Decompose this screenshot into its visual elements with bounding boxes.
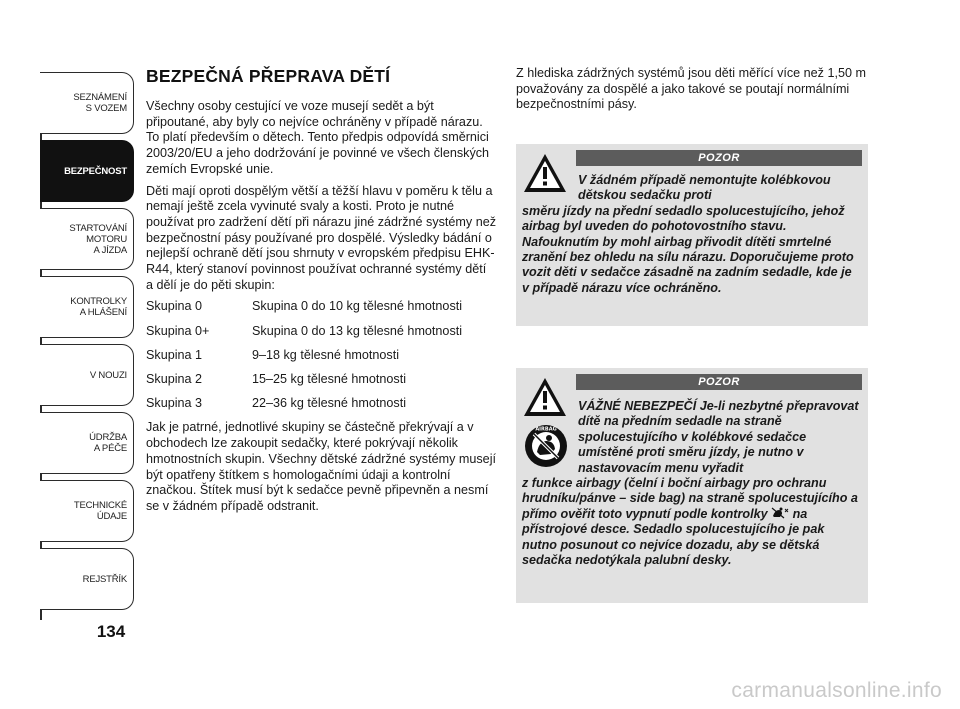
warning-header: POZOR (576, 150, 862, 166)
group-name: Skupina 0 (146, 299, 203, 314)
group-row (146, 348, 496, 364)
paragraph-overlap: Jak je patrné, jednotlivé skupiny se částečně překrývají a v obchodech lze zakoupit sedačky, které pokrývají několik hmotnostních skupin. Všechny dětské zádržné systémy musejí být opatřeny štítkem s homologačními údaji a kontrolní značkou. Štítek musí být k sedačce pevně připevněn a nesmí se v žádném případě odstranit. (146, 420, 496, 513)
group-name: Skupina 3 (146, 396, 203, 411)
tab-udrzba[interactable]: ÚDRŽBA A PÉČE (40, 412, 134, 474)
group-name: Skupina 0+ (146, 323, 210, 338)
tab-v-nouzi[interactable]: V NOUZI (40, 344, 134, 406)
airbag-off-indicator-icon (771, 507, 789, 519)
tab-startovani[interactable]: STARTOVÁNÍ MOTORU A JÍZDA (40, 208, 134, 270)
group-row (146, 372, 496, 388)
group-weight: 9–18 kg tělesné hmotnosti (252, 347, 400, 362)
warning-text (522, 173, 862, 296)
paragraph-intro: Všechny osoby cestující ve voze musejí sedět a být připoutané, aby byly co nejvíce ochráněny v případě nárazu. To platí především o dětech. Tento předpis odpovídá směrnici 2003/20/EU a jeho dodržování je povinné ve všech členských zemích Evropské unie. (146, 99, 490, 176)
warning-header: POZOR (576, 374, 862, 390)
tab-kontrolky[interactable]: KONTROLKY A HLÁŠENÍ (40, 276, 134, 338)
paragraph-children: Děti mají oproti dospělým větší a těžší hlavu v poměru k tělu a nemají ještě zcela vyvinuté svaly a kosti. Proto je nutné používat pro zadržení dětí při nárazu jiné zádržné systémy než bezpečnostní pásy používané pro dospělé. Výsledky bádání o nejlepší ochraně dětí jsou shrnuty v evropském předpisu EHK-R44, který stanoví povinnost používat ochranné systémy dětí a dělí je do pěti skupin: (146, 183, 497, 292)
tab-technicke[interactable]: TECHNICKÉ ÚDAJE (40, 480, 134, 542)
left-column (146, 66, 496, 521)
warning-rest: směru jízdy na přední sedadlo spolucestujícího, jehož airbag byl uveden do pohotovostního stavu. Nafouknutím by mohl airbag přivodit dítěti smrtelné zranění bez ohledu na sílu nárazu. Doporučujeme proto vozit děti v sedačce zásadně na zadním sedadle, kde je v případě nárazu více ochráněno. (522, 203, 854, 295)
section-title: BEZPEČNÁ PŘEPRAVA DĚTÍ (146, 66, 391, 86)
group-row (146, 324, 496, 340)
group-weight: 22–36 kg tělesné hmotnosti (252, 396, 407, 411)
warning-box-1 (516, 144, 868, 326)
watermark: carmanualsonline.info (731, 679, 942, 702)
warning-lead: V žádném případě nemontujte kolébkovou dětskou sedačku proti (578, 173, 831, 203)
group-weight: 15–25 kg tělesné hmotnosti (252, 372, 407, 387)
warning-box-2 (516, 368, 868, 603)
group-row (146, 396, 496, 412)
group-name: Skupina 1 (146, 347, 203, 362)
tab-seznameni[interactable]: SEZNÁMENÍ S VOZEM (40, 72, 134, 134)
warning-rest-before-icon: z funkce airbagy (čelní i boční airbagy pro ochranu hrudníku/pánve – side bag) na straně spolucestujícího a přímo ověřit toto vypnutí podle kontrolky (522, 476, 858, 521)
group-weight: Skupina 0 do 13 kg tělesné hmotnosti (252, 323, 463, 338)
tab-bezpecnost[interactable]: BEZPEČNOST (40, 140, 134, 202)
airbag-label: AIRBAG (535, 426, 557, 433)
group-row (146, 299, 496, 315)
chapter-tabs (40, 72, 134, 616)
page-number: 134 (96, 622, 126, 641)
paragraph-adults: Z hlediska zádržných systémů jsou děti měřící více než 1,50 m považovány za dospělé a jako takové se poutají normálními bezpečnostními pásy. (516, 66, 866, 112)
warning-lead: VÁŽNÉ NEBEZPEČÍ Je-li nezbytné přepravovat dítě na předním sedadle na straně spolucestujícího v kolébkové sedačce umístěné proti směru jízdy, je nutno v nastavovacím menu vyřadit (578, 399, 859, 475)
warning-text (522, 399, 862, 568)
warning-rest-after-icon: na přístrojové desce. Sedadlo spolucestujícího je pak nutno posunout co nejvíce dozadu, aby se dětská sedačka nedotýkala palubní desky. (522, 506, 825, 568)
tab-rejstrik[interactable]: REJSTŘÍK (40, 548, 134, 610)
group-list (146, 299, 496, 412)
right-column (516, 66, 866, 113)
group-name: Skupina 2 (146, 372, 203, 387)
group-weight: Skupina 0 do 10 kg tělesné hmotnosti (252, 299, 463, 314)
